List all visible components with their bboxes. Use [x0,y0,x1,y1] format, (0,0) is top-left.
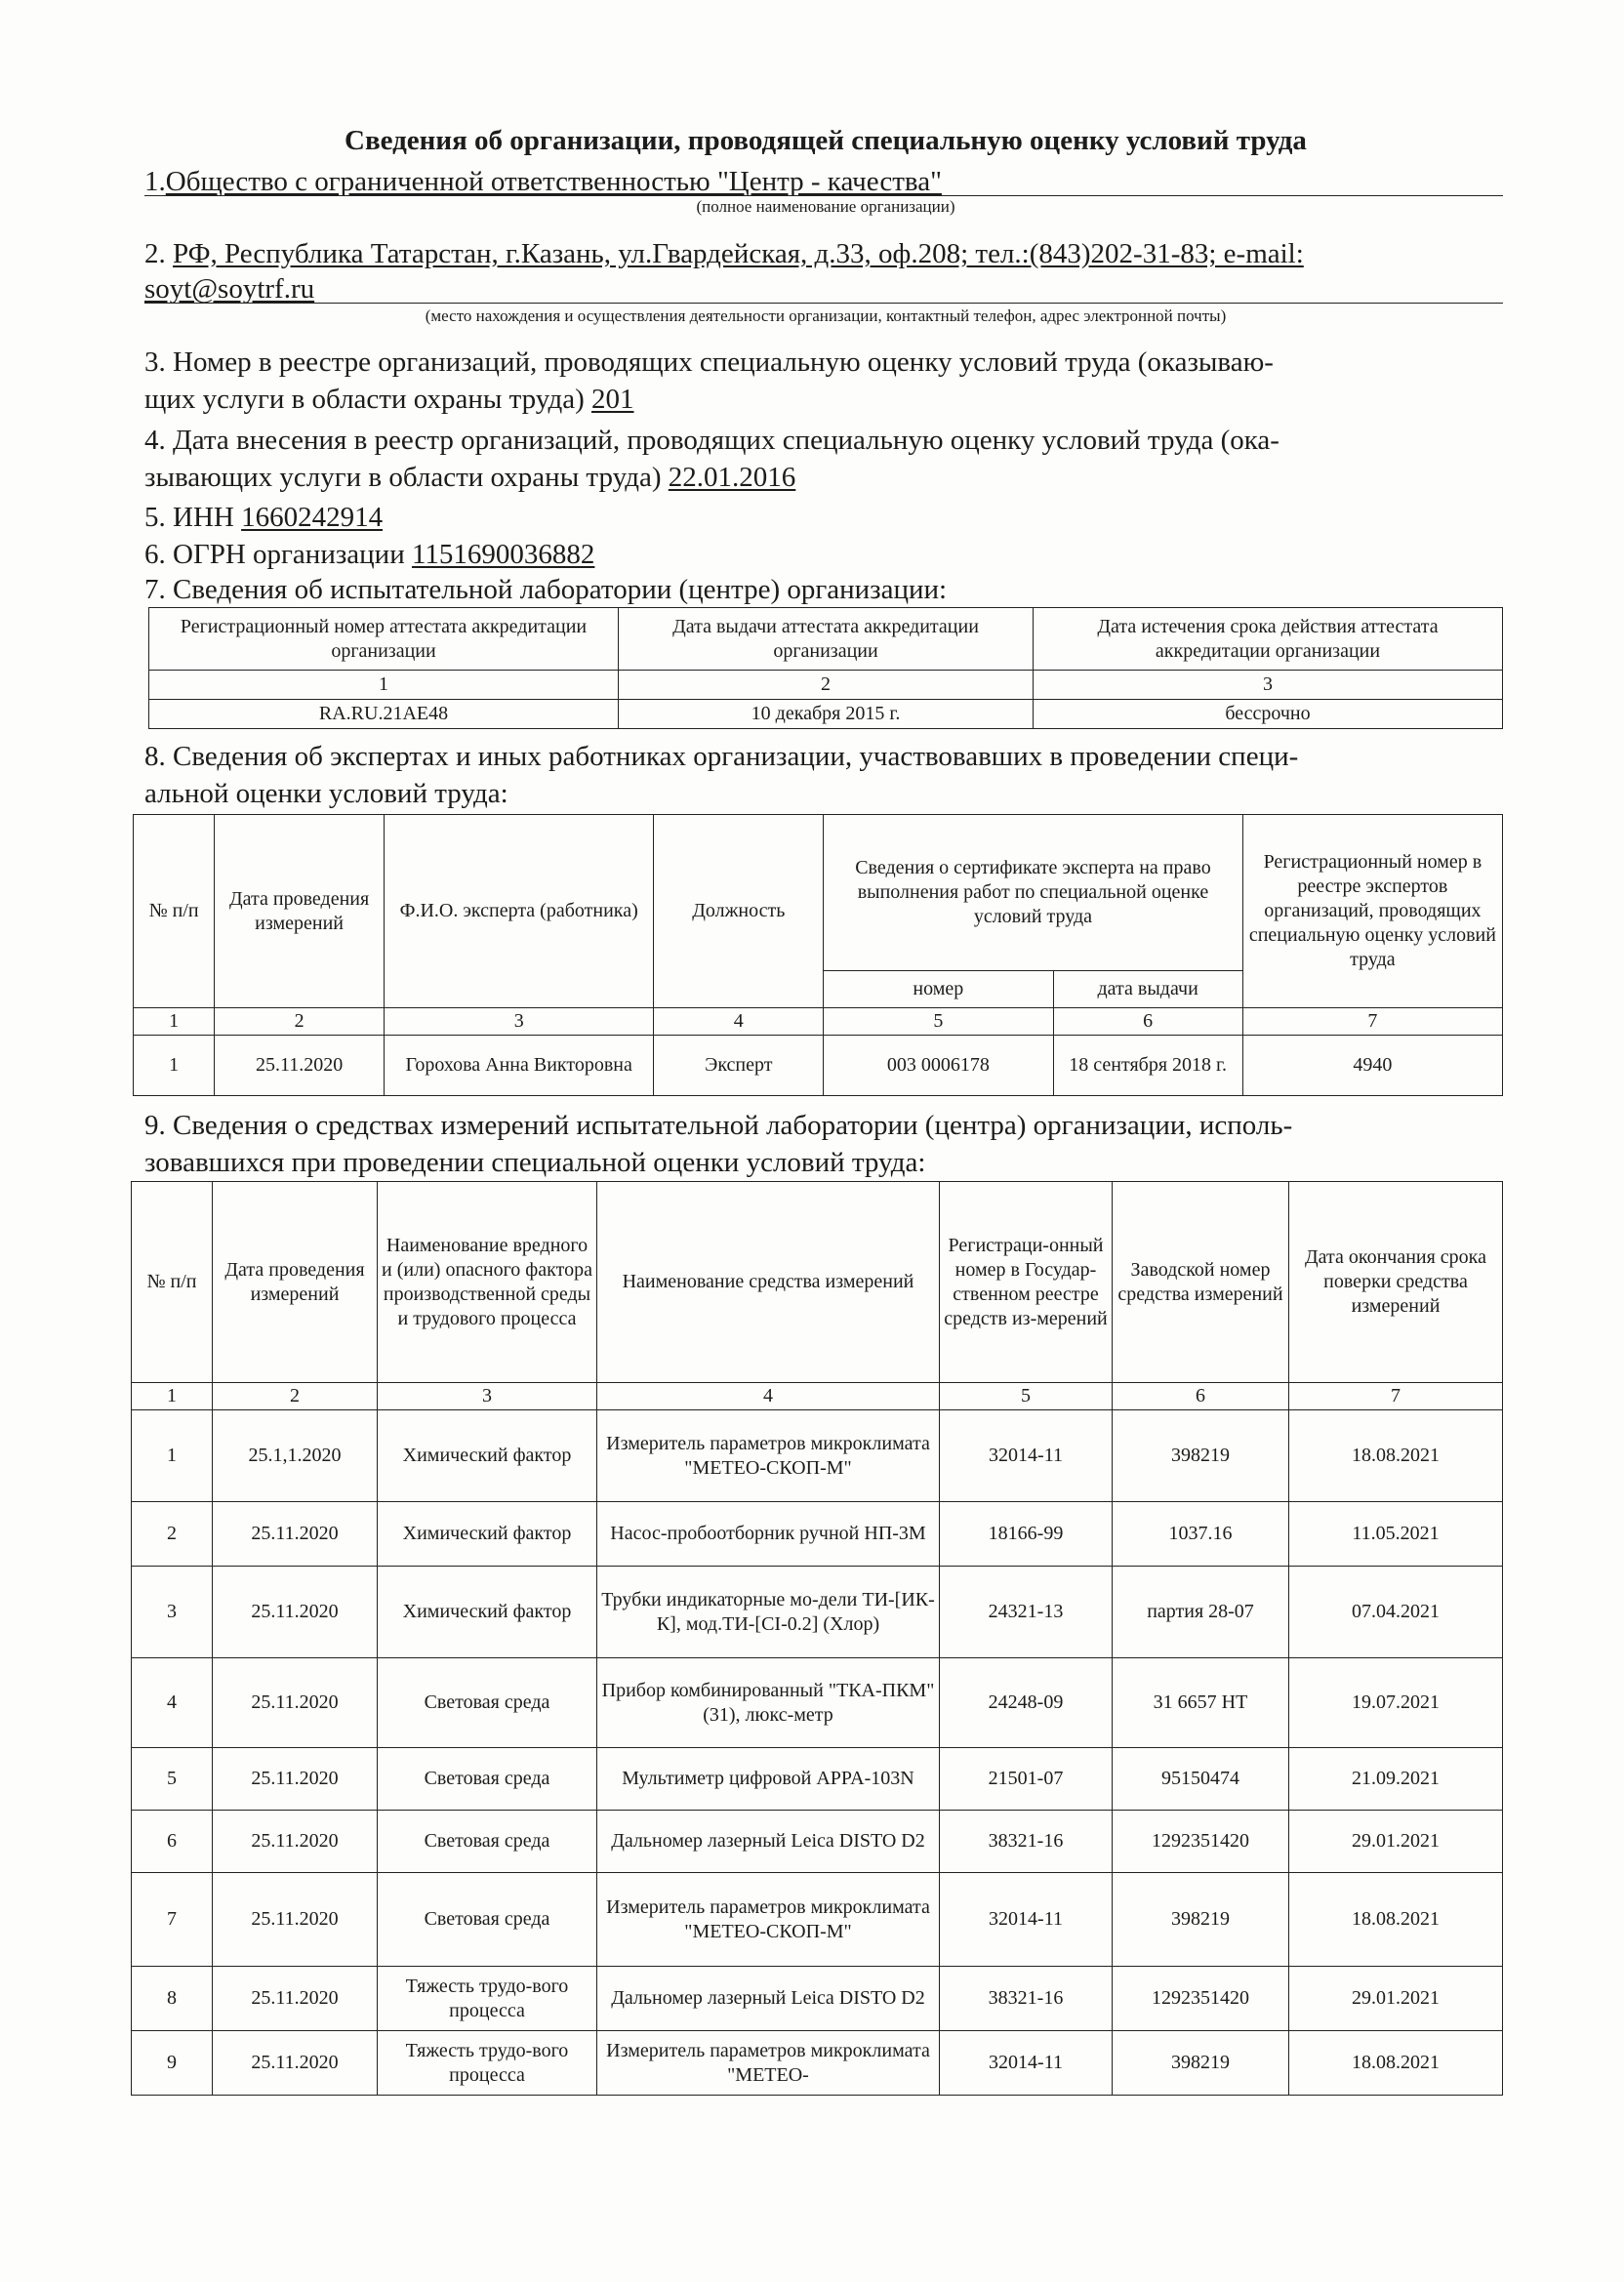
row-number: 3 [132,1567,213,1658]
header-cell: Регистрационный номер в реестре экспертов организаций, проводящих специальную оценку условий труда [1242,815,1502,1008]
inn-label: 5. ИНН [144,502,234,533]
inn-value: 1660242914 [241,502,384,533]
factor-name: Тяжесть трудо-вого процесса [378,2031,597,2096]
table-row [132,1567,1503,1658]
header-cell: Дата проведения измерений [215,815,385,1008]
registry-date: 22.01.2016 [668,462,796,493]
instrument-name: Измеритель параметров микроклимата "МЕТЕО- [597,2031,940,2096]
section-1 [144,164,942,199]
serial-number: 31 6657 НТ [1113,1658,1289,1748]
header-cell: Дата выдачи аттестата аккредитации организации [619,608,1034,671]
column-number: 7 [1242,1008,1502,1036]
measurement-date: 25.11.2020 [213,1967,378,2031]
table-header-row [132,1182,1503,1383]
verification-expiry: 19.07.2021 [1289,1658,1503,1748]
instrument-name: Трубки индикаторные мо-дели ТИ-[ИК-К], мод.ТИ-[CI-0.2] (Хлор) [597,1567,940,1658]
section-1-caption: (полное наименование организации) [696,197,955,216]
measurement-date: 25.11.2020 [213,1748,378,1811]
section-6 [144,537,594,572]
section-8-heading [144,738,1507,812]
verification-expiry: 18.08.2021 [1289,2031,1503,2096]
ogrn-value: 1151690036882 [411,539,595,570]
accreditation-date: 10 декабря 2015 г. [619,700,1034,729]
factor-name: Химический фактор [378,1567,597,1658]
section-3 [144,344,1507,418]
header-cell: Регистрационный номер аттестата аккредитации организации [149,608,619,671]
expert-position: Эксперт [654,1036,824,1096]
measurement-date: 25.11.2020 [213,1811,378,1873]
table-row [132,1410,1503,1502]
section-4 [144,422,1507,496]
serial-number: 398219 [1113,1873,1289,1967]
section-2-number: 2. [144,238,166,269]
header-cell: Заводской номер средства измерений [1113,1182,1289,1383]
factor-name: Химический фактор [378,1502,597,1567]
verification-expiry: 18.08.2021 [1289,1873,1503,1967]
column-number: 1 [134,1008,215,1036]
section-4-label: зывающих услуги в области охраны труда) [144,462,662,493]
section-4-line-2 [144,459,1507,496]
lab-accreditation-table [148,607,1503,729]
section-3-line-1: 3. Номер в реестре организаций, проводящих специальную оценку условий труда (оказываю- [144,346,1274,378]
column-number: 6 [1113,1383,1289,1410]
column-number: 4 [654,1008,824,1036]
ogrn-label: 6. ОГРН организации [144,539,405,570]
column-number: 3 [1034,671,1503,700]
state-registry-number: 38321-16 [940,1811,1113,1873]
header-cell: Дата истечения срока действия аттестата аккредитации организации [1034,608,1503,671]
header-cell: № п/п [132,1182,213,1383]
row-number: 1 [132,1410,213,1502]
section-5 [144,500,383,535]
section-9-heading [144,1107,1507,1181]
column-number: 2 [619,671,1034,700]
verification-expiry: 29.01.2021 [1289,1811,1503,1873]
accreditation-number: RA.RU.21АЕ48 [149,700,619,729]
section-8-line-2: альной оценки условий труда: [144,778,508,809]
registry-number: 201 [591,384,634,415]
serial-number: 398219 [1113,2031,1289,2096]
header-cell: Регистраци-онный номер в Государ-ственном реестре средств из-мерений [940,1182,1113,1383]
serial-number: партия 28-07 [1113,1567,1289,1658]
serial-number: 1292351420 [1113,1967,1289,2031]
header-cell: номер [824,971,1053,1008]
factor-name: Световая среда [378,1748,597,1811]
instrument-name: Измеритель параметров микроклимата "МЕТЕО-СКОП-М" [597,1410,940,1502]
org-full-name: Общество с ограниченной ответственностью "Центр - качества" [165,166,942,197]
factor-name: Тяжесть трудо-вого процесса [378,1967,597,2031]
table-row [132,1748,1503,1811]
verification-expiry: 21.09.2021 [1289,1748,1503,1811]
section-4-line-1: 4. Дата внесения в реестр организаций, проводящих специальную оценку условий труда (ока- [144,425,1279,456]
row-number: 2 [132,1502,213,1567]
column-number: 6 [1053,1008,1242,1036]
column-number: 2 [213,1383,378,1410]
row-number: 6 [132,1811,213,1873]
state-registry-number: 24321-13 [940,1567,1113,1658]
table-row [132,2031,1503,2096]
section-9-line-1: 9. Сведения о средствах измерений испытательной лаборатории (центра) организации, исполь- [144,1110,1293,1141]
header-cell: № п/п [134,815,215,1008]
serial-number: 1037.16 [1113,1502,1289,1567]
state-registry-number: 24248-09 [940,1658,1113,1748]
row-number: 9 [132,2031,213,2096]
table-row [134,1036,1503,1096]
table-header-row [134,815,1503,971]
org-email: soyt@soytrf.ru [144,273,315,305]
column-number-row [134,1008,1503,1036]
factor-name: Световая среда [378,1811,597,1873]
experts-table [133,814,1503,1096]
factor-name: Световая среда [378,1873,597,1967]
header-cell: Сведения о сертификате эксперта на право выполнения работ по специальной оценке условий труда [824,815,1243,971]
section-2-rule [144,303,1503,304]
column-number: 3 [384,1008,653,1036]
measurement-date: 25.11.2020 [213,1502,378,1567]
verification-expiry: 11.05.2021 [1289,1502,1503,1567]
measurement-date: 25.11.2020 [213,1873,378,1967]
state-registry-number: 18166-99 [940,1502,1113,1567]
serial-number: 1292351420 [1113,1811,1289,1873]
column-number: 7 [1289,1383,1503,1410]
measurement-date: 25.11.2020 [213,1658,378,1748]
header-cell: Наименование средства измерений [597,1182,940,1383]
instrument-name: Дальномер лазерный Leica DISTO D2 [597,1967,940,2031]
table-row [132,1658,1503,1748]
table-row [132,1502,1503,1567]
row-number: 8 [132,1967,213,2031]
section-3-label: щих услуги в области охраны труда) [144,384,585,415]
section-1-rule [144,195,1503,196]
header-cell: Должность [654,815,824,1008]
header-cell: дата выдачи [1053,971,1242,1008]
column-number: 4 [597,1383,940,1410]
org-address: РФ, Республика Татарстан, г.Казань, ул.Гвардейская, д.33, оф.208; тел.:(843)202-31-83; e-mail: [173,238,1304,269]
column-number: 5 [940,1383,1113,1410]
instrument-name: Насос-пробоотборник ручной НП-3М [597,1502,940,1567]
column-number: 5 [824,1008,1053,1036]
column-number: 1 [149,671,619,700]
row-number: 4 [132,1658,213,1748]
header-cell: Ф.И.О. эксперта (работника) [384,815,653,1008]
section-1-number: 1. [144,166,166,197]
column-number-row [132,1383,1503,1410]
header-cell: Дата окончания срока поверки средства измерений [1289,1182,1503,1383]
column-number: 3 [378,1383,597,1410]
section-2-line-1 [144,236,1304,271]
serial-number: 95150474 [1113,1748,1289,1811]
state-registry-number: 38321-16 [940,1967,1113,2031]
instrument-name: Измеритель параметров микроклимата "МЕТЕО-СКОП-М" [597,1873,940,1967]
certificate-number: 003 0006178 [824,1036,1053,1096]
factor-name: Световая среда [378,1658,597,1748]
section-2-line-2 [144,271,314,306]
section-3-line-2 [144,381,1507,418]
header-cell: Дата проведения измерений [213,1182,378,1383]
state-registry-number: 32014-11 [940,2031,1113,2096]
row-number: 5 [132,1748,213,1811]
table-row [149,700,1503,729]
serial-number: 398219 [1113,1410,1289,1502]
instrument-name: Прибор комбинированный "ТКА-ПКМ" (31), люкс-метр [597,1658,940,1748]
factor-name: Химический фактор [378,1410,597,1502]
section-7-heading: 7. Сведения об испытательной лаборатории (центре) организации: [144,574,948,605]
state-registry-number: 32014-11 [940,1410,1113,1502]
section-9-line-2: зовавшихся при проведении специальной оценки условий труда: [144,1147,926,1178]
verification-expiry: 29.01.2021 [1289,1967,1503,2031]
table-row [132,1873,1503,1967]
registry-number: 4940 [1242,1036,1502,1096]
certificate-date: 18 сентября 2018 г. [1053,1036,1242,1096]
table-row [132,1967,1503,2031]
measurement-date: 25.11.2020 [213,2031,378,2096]
column-number-row [149,671,1503,700]
row-number: 1 [134,1036,215,1096]
instrument-name: Мультиметр цифровой APPA-103N [597,1748,940,1811]
section-8-line-1: 8. Сведения об экспертах и иных работниках организации, участвовавших в проведении специ- [144,741,1299,772]
state-registry-number: 32014-11 [940,1873,1113,1967]
document-title: Сведения об организации, проводящей специальную оценку условий труда [345,125,1307,156]
measurement-date: 25.11.2020 [213,1567,378,1658]
table-header-row [149,608,1503,671]
instruments-table [131,1181,1503,2096]
measurement-date: 25.1,1.2020 [213,1410,378,1502]
expert-name: Горохова Анна Викторовна [384,1036,653,1096]
accreditation-expiry: бессрочно [1034,700,1503,729]
header-cell: Наименование вредного и (или) опасного фактора производственной среды и трудового процесса [378,1182,597,1383]
column-number: 2 [215,1008,385,1036]
state-registry-number: 21501-07 [940,1748,1113,1811]
verification-expiry: 18.08.2021 [1289,1410,1503,1502]
column-number: 1 [132,1383,213,1410]
measurement-date: 25.11.2020 [215,1036,385,1096]
table-row [132,1811,1503,1873]
verification-expiry: 07.04.2021 [1289,1567,1503,1658]
row-number: 7 [132,1873,213,1967]
section-2-caption: (место нахождения и осуществления деятельности организации, контактный телефон, адрес электронной почты) [425,306,1227,325]
instrument-name: Дальномер лазерный Leica DISTO D2 [597,1811,940,1873]
